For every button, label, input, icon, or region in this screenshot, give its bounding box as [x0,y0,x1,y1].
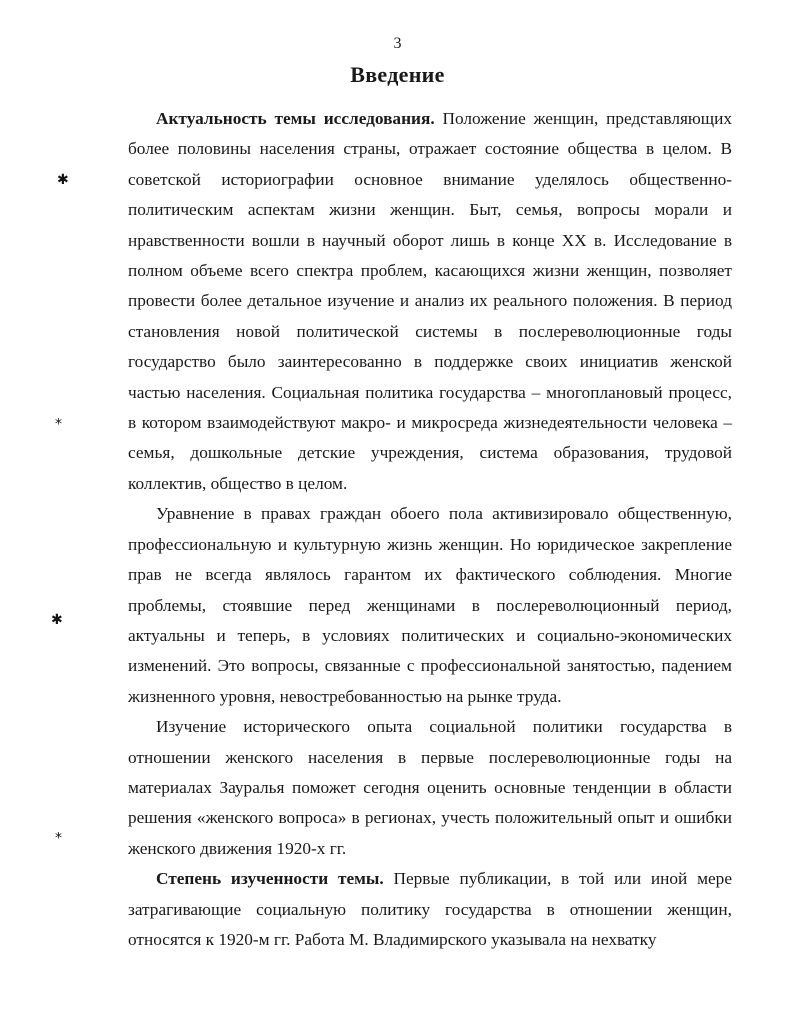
page-title: Введение [350,62,445,87]
paragraph-text: Уравнение в правах граждан обоего пола активизировало общественную, профессиональную и культурную жизнь женщин. Но юридическое закрепление прав не всегда являлось гарантом их фактического соблюдения. Многие проблемы, стоявшие перед женщинами в послереволюционный период, актуальны и теперь, в условиях политических и социально-экономических изменений. Это вопросы, связанные с профессиональной занятостью, падением жизненного уровня, невостребованностью на рынке труда. [128,504,732,706]
scan-speck-icon: ✱ [57,172,69,188]
scan-speck-icon: ⁎ [55,412,62,428]
paragraph-rights [128,499,732,712]
document-body [128,104,732,955]
scan-speck-icon: ✱ [51,612,63,628]
paragraph-relevance [128,104,732,499]
paragraph-experience [128,712,732,864]
paragraph-text: Изучение исторического опыта социальной политики государства в отношении женского населения в первые послереволюционные годы на материалах Зауралья поможет сегодня оценить основные тенденции в области решения «женского вопроса» в регионах, учесть положительный опыт и ошибки женского движения 1920-х гг. [128,717,732,858]
paragraph-text: Первые публикации, в той или иной мере затрагивающие социальную политику государства в отношении женщин, относятся к 1920-м гг. Работа М. Владимирского указывала на нехватку [128,869,732,949]
paragraph-lead: Актуальность темы исследования. [156,109,435,128]
paragraph-lead: Степень изученности темы. [156,869,384,889]
paragraph-historiography [128,864,732,955]
scan-speck-icon: ⁎ [55,826,62,842]
paragraph-text: Положение женщин, представляющих более половины населения страны, отражает состояние общества в целом. В советской историографии основное внимание уделялось общественно-политическим аспектам жизни женщин. Быт, семья, вопросы морали и нравственности вошли в научный оборот лишь в конце XX в. Исследование в полном объеме всего спектра проблем, касающихся жизни женщин, позволяет провести более детальное изучение и анализ их реального положения. В период становления новой политической системы в послереволюционные годы государство было заинтересованно в поддержке своих инициатив женской частью населения. Социальная политика государства – многоплановый процесс, в котором взаимодействуют макро- и микросреда жизнедеятельности человека – семья, дошкольные детские учреждения, система образования, трудовой коллектив, общество в целом. [128,109,733,493]
page-number: 3 [393,35,402,52]
